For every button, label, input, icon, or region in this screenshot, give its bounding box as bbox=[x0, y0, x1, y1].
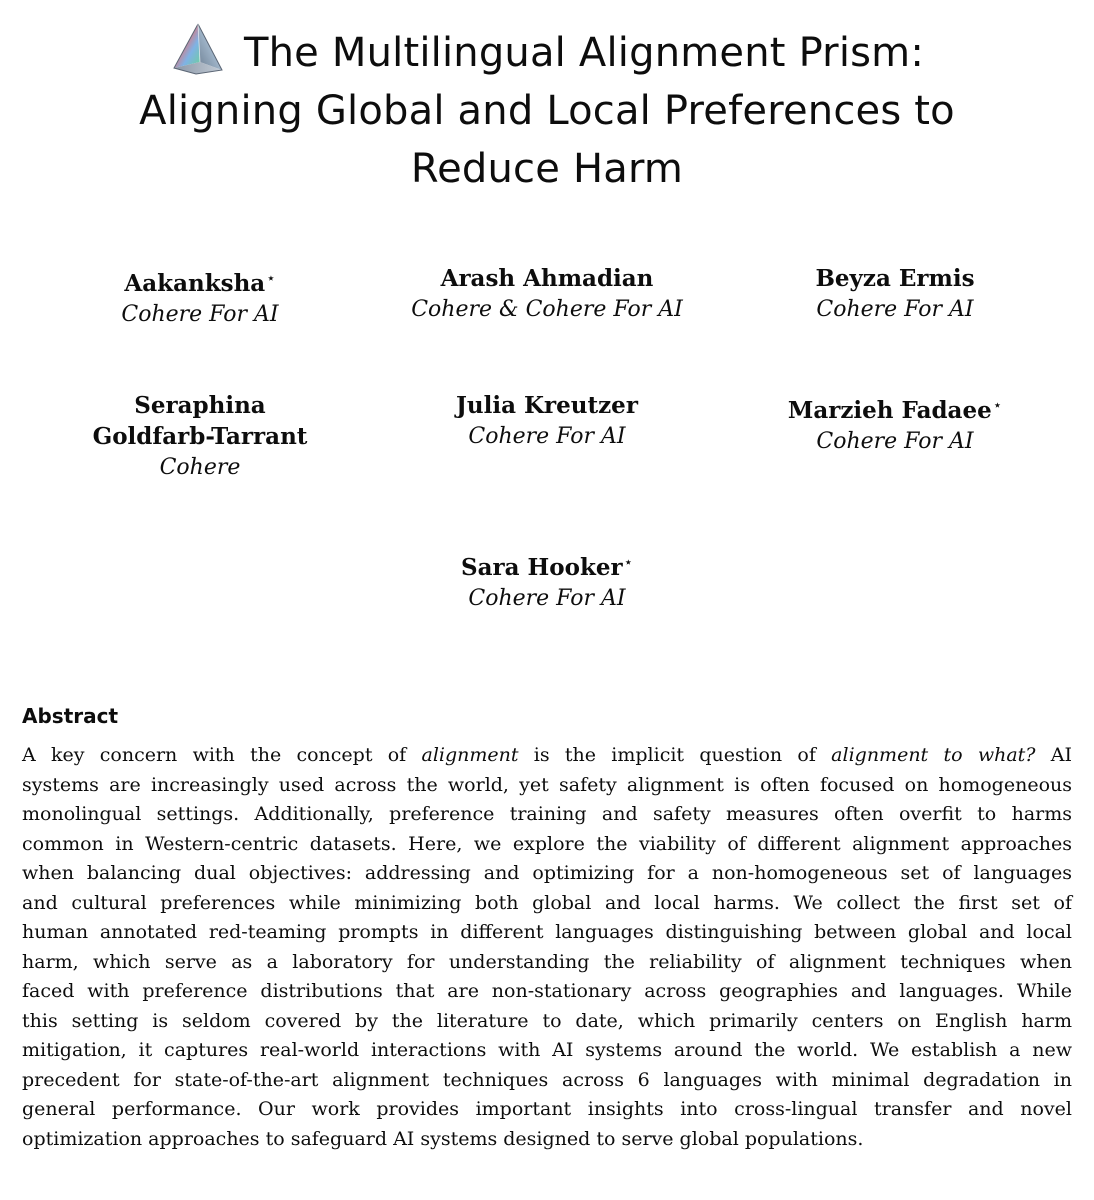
abstract-line bbox=[22, 741, 1072, 771]
author-name: Aakanksha⋆ bbox=[124, 269, 276, 297]
abstract-line bbox=[22, 1007, 1072, 1037]
author-name: Sara Hooker⋆ bbox=[460, 553, 634, 581]
abstract-line bbox=[22, 1036, 1072, 1066]
author-affiliation: Cohere For AI bbox=[816, 297, 974, 322]
author-affiliation: Cohere & Cohere For AI bbox=[411, 297, 683, 322]
corresponding-star: ⋆ bbox=[992, 396, 1003, 414]
abstract-text: when balancing dual objectives: addressing and optimizing for a non-homogeneous set of languages bbox=[22, 862, 1072, 884]
author-block bbox=[367, 390, 727, 452]
abstract-line bbox=[22, 830, 1072, 860]
abstract-line bbox=[22, 800, 1072, 830]
prism-logo-icon bbox=[170, 22, 228, 76]
abstract-text: AI bbox=[1035, 744, 1072, 766]
abstract-italic-text: alignment bbox=[421, 744, 519, 766]
abstract-text: general performance. Our work provides important insights into cross-lingual transfer and novel bbox=[22, 1098, 1072, 1120]
title-text-1: The Multilingual Alignment Prism: bbox=[243, 30, 925, 76]
abstract-text: systems are increasingly used across the world, yet safety alignment is often focused on homogeneous bbox=[22, 773, 1072, 796]
author-name-line-1: Seraphina bbox=[134, 392, 266, 419]
author-block bbox=[367, 263, 727, 325]
abstract-line bbox=[22, 918, 1072, 948]
abstract-text: is the implicit question of bbox=[518, 744, 832, 766]
author-affiliation: Cohere For AI bbox=[468, 424, 626, 449]
abstract-text: A key concern with the concept of bbox=[22, 744, 422, 766]
author-block bbox=[367, 547, 727, 614]
abstract-line bbox=[22, 889, 1072, 919]
abstract-text: harm, which serve as a laboratory for understanding the reliability of alignment techniques when bbox=[22, 950, 1072, 973]
title-line-1 bbox=[40, 22, 1054, 82]
author-affiliation: Cohere For AI bbox=[121, 302, 279, 327]
abstract-text: this setting is seldom covered by the literature to date, which primarily centers on English harm bbox=[22, 1009, 1072, 1032]
author-affiliation: Cohere For AI bbox=[816, 429, 974, 454]
title-line-3: Reduce Harm bbox=[410, 146, 684, 192]
abstract-line bbox=[22, 859, 1072, 889]
abstract-line bbox=[22, 1066, 1072, 1096]
abstract-text: human annotated red-teaming prompts in different languages distinguishing between global and local bbox=[22, 921, 1072, 943]
corresponding-star: ⋆ bbox=[266, 269, 276, 287]
author-block bbox=[715, 390, 1075, 457]
abstract-line bbox=[22, 771, 1072, 801]
author-name: Beyza Ermis bbox=[815, 265, 975, 292]
abstract-text: mitigation, it captures real-world interactions with AI systems around the world. We establish a new bbox=[22, 1039, 1072, 1061]
abstract-text: faced with preference distributions that are non-stationary across geographies and languages. While bbox=[22, 980, 1072, 1002]
author-block bbox=[715, 263, 1075, 325]
abstract-italic-text: alignment to what? bbox=[831, 744, 1036, 766]
abstract-line bbox=[22, 948, 1072, 978]
abstract-text: optimization approaches to safeguard AI systems designed to serve global populations. bbox=[22, 1127, 864, 1150]
abstract-text: monolingual settings. Additionally, preference training and safety measures often overfit to harms bbox=[22, 803, 1072, 825]
abstract-line bbox=[22, 1125, 1072, 1155]
abstract-heading: Abstract bbox=[22, 704, 119, 728]
abstract-line bbox=[22, 977, 1072, 1007]
author-block bbox=[20, 390, 380, 483]
author-name: Arash Ahmadian bbox=[440, 265, 654, 292]
author-affiliation: Cohere bbox=[159, 455, 241, 480]
author-name-line-2: Goldfarb-Tarrant bbox=[92, 423, 308, 450]
author-name: Marzieh Fadaee⋆ bbox=[787, 396, 1003, 424]
abstract-text: and cultural preferences while minimizing both global and local harms. We collect the first set of bbox=[22, 891, 1072, 914]
abstract-text: precedent for state-of-the-art alignment techniques across 6 languages with minimal degradation in bbox=[22, 1068, 1072, 1091]
abstract-line bbox=[22, 1095, 1072, 1125]
author-affiliation: Cohere For AI bbox=[468, 586, 626, 611]
abstract-body bbox=[22, 741, 1072, 1154]
author-name: Julia Kreutzer bbox=[456, 392, 638, 419]
corresponding-star: ⋆ bbox=[623, 553, 634, 571]
paper-title bbox=[40, 22, 1054, 198]
author-block bbox=[20, 263, 380, 330]
abstract-text: common in Western-centric datasets. Here, we explore the viability of different alignment approaches bbox=[22, 832, 1072, 855]
title-line-2: Aligning Global and Local Preferences to bbox=[139, 88, 955, 134]
